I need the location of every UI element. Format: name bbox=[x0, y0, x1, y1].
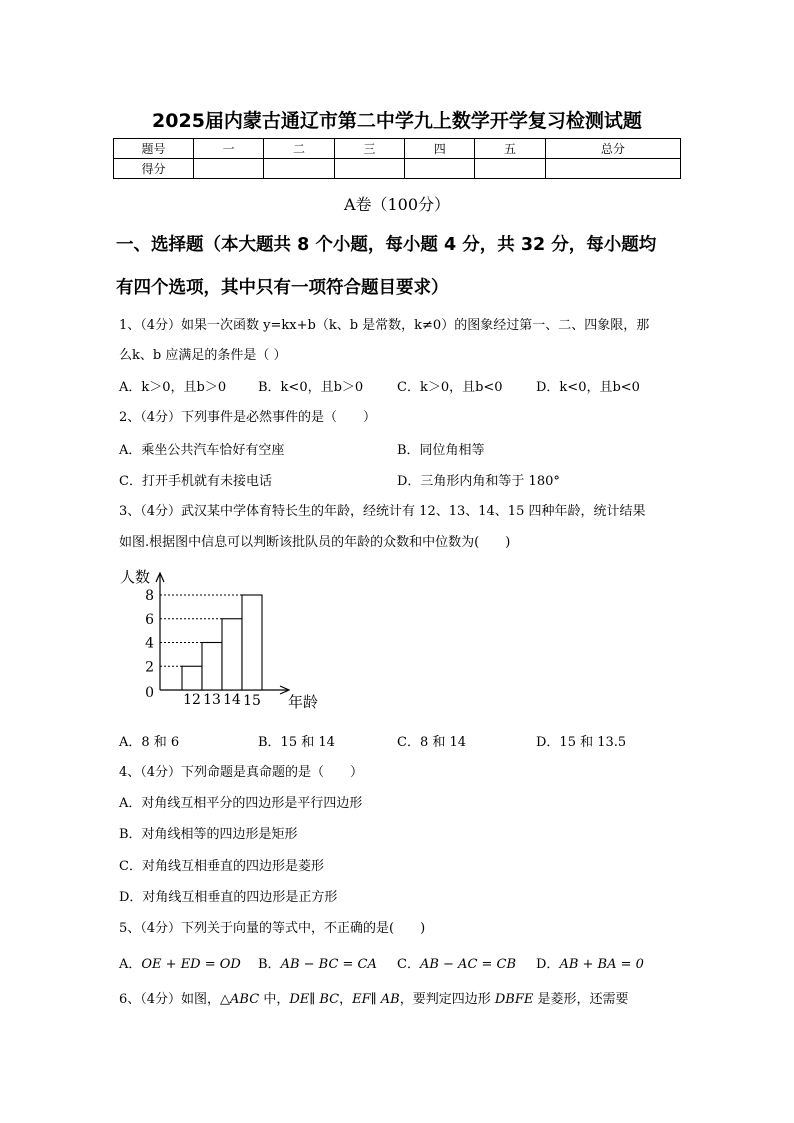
q6-text: ， bbox=[339, 992, 353, 1007]
chart-x-tick-label: 15 bbox=[243, 693, 261, 709]
q6-ef-parallel: EF∥ AB bbox=[352, 992, 400, 1007]
question-2-option-d: D．三角形内角和等于 180° bbox=[397, 474, 560, 489]
age-bar-chart bbox=[112, 562, 327, 714]
chart-y-tick-label: 2 bbox=[145, 659, 154, 676]
q6-suffix: 是菱形，还需要 bbox=[533, 992, 629, 1007]
chart-bar bbox=[202, 643, 222, 691]
chart-y-tick-label: 0 bbox=[145, 685, 154, 701]
question-4-option-a: A．对角线互相平分的四边形是平行四边形 bbox=[119, 796, 363, 811]
q6-triangle: △ABC bbox=[220, 992, 260, 1007]
score-header-cell: 题号 bbox=[114, 139, 194, 159]
score-header-cell: 三 bbox=[334, 139, 404, 159]
question-5-option-c bbox=[397, 953, 516, 972]
option-letter: C． bbox=[397, 957, 420, 972]
q6-text: 中， bbox=[259, 992, 290, 1007]
question-1-option-b: B．k<0，且b＞0 bbox=[258, 380, 364, 395]
question-6-line1 bbox=[119, 988, 629, 1007]
question-2-option-b: B．同位角相等 bbox=[397, 443, 485, 458]
question-1-line1: 1、（4分）如果一次函数 y=kx+b（k、b 是常数，k≠0）的图象经过第一、二、四象限，那 bbox=[119, 318, 650, 333]
vector-expression: OE + ED = OD bbox=[141, 957, 241, 972]
q6-text: ，要判定四边形 bbox=[399, 992, 495, 1007]
question-1-option-a: A．k＞0，且b＞0 bbox=[119, 380, 227, 395]
question-2-line1: 2、（4分）下列事件是必然事件的是（ ） bbox=[119, 410, 377, 425]
page-title: 2025届内蒙古通辽市第二中学九上数学开学复习检测试题 bbox=[152, 110, 642, 132]
chart-x-axis-label: 年龄 bbox=[288, 693, 319, 711]
score-header-cell: 一 bbox=[194, 139, 264, 159]
question-5-option-d bbox=[536, 953, 644, 972]
score-cell bbox=[475, 159, 545, 179]
vector-expression: AB − AC = CB bbox=[419, 957, 517, 972]
question-2-option-a: A．乘坐公共汽车恰好有空座 bbox=[119, 443, 285, 458]
chart-x-tick-label: 12 bbox=[183, 692, 201, 708]
paper-part-heading: A卷（100分） bbox=[343, 195, 451, 214]
question-4-option-b: B．对角线相等的四边形是矩形 bbox=[119, 827, 298, 842]
score-cell bbox=[264, 159, 334, 179]
score-row-label: 得分 bbox=[114, 159, 194, 179]
score-cell bbox=[194, 159, 264, 179]
q6-de-parallel: DE∥ BC bbox=[289, 992, 340, 1007]
score-header-cell: 四 bbox=[405, 139, 475, 159]
chart-bar bbox=[222, 619, 242, 690]
question-3-option-b: B．15 和 14 bbox=[258, 735, 335, 750]
question-1-option-d: D．k<0，且b<0 bbox=[536, 380, 640, 395]
question-5-option-b bbox=[258, 953, 377, 972]
question-4-line1: 4、（4分）下列命题是真命题的是（ ） bbox=[119, 765, 364, 780]
score-header-cell: 五 bbox=[475, 139, 545, 159]
question-3-line1: 3、（4分）武汉某中学体育特长生的年龄，经统计有 12、13、14、15 四种年龄，统计结果 bbox=[119, 504, 646, 519]
question-3-option-d: D．15 和 13.5 bbox=[536, 735, 627, 750]
section-heading-line1: 一、选择题（本大题共 8 个小题，每小题 4 分，共 32 分，每小题均 bbox=[116, 235, 657, 255]
chart-bar bbox=[182, 666, 202, 690]
question-3-option-c: C．8 和 14 bbox=[397, 735, 467, 750]
score-cell bbox=[405, 159, 475, 179]
option-letter: D． bbox=[536, 957, 560, 972]
question-1-line2: 么k、b 应满足的条件是（ ） bbox=[119, 348, 287, 363]
score-cell bbox=[545, 159, 680, 179]
chart-bar bbox=[242, 595, 262, 690]
option-letter: B． bbox=[258, 957, 281, 972]
question-5-option-a bbox=[119, 953, 241, 972]
vector-expression: AB − BC = CA bbox=[280, 957, 377, 972]
score-cell bbox=[334, 159, 404, 179]
score-header-cell: 总分 bbox=[545, 139, 680, 159]
chart-x-tick-label: 14 bbox=[223, 692, 241, 708]
score-table bbox=[113, 138, 681, 179]
chart-x-tick-label: 13 bbox=[203, 692, 221, 708]
score-table-header-row bbox=[114, 139, 681, 159]
q6-quadrilateral: DBFE bbox=[494, 992, 534, 1007]
chart-y-axis-label: 人数 bbox=[120, 568, 151, 586]
score-table-score-row bbox=[114, 159, 681, 179]
question-2-option-c: C．打开手机就有未接电话 bbox=[119, 474, 272, 489]
q6-prefix: 6、（4分）如图， bbox=[119, 992, 221, 1007]
section-heading-line2: 有四个选项，其中只有一项符合题目要求） bbox=[116, 278, 449, 298]
chart-y-tick-label: 4 bbox=[145, 635, 154, 652]
question-3-option-a: A．8 和 6 bbox=[119, 735, 180, 750]
chart-y-tick-label: 8 bbox=[145, 588, 154, 604]
question-4-option-c: C．对角线互相垂直的四边形是菱形 bbox=[119, 859, 324, 874]
question-1-option-c: C．k＞0，且b<0 bbox=[397, 380, 503, 395]
option-letter: A． bbox=[119, 957, 142, 972]
question-4-option-d: D．对角线互相垂直的四边形是正方形 bbox=[119, 890, 338, 905]
chart-y-tick-label: 6 bbox=[145, 611, 154, 628]
question-3-line2: 如图.根据图中信息可以判断该批队员的年龄的众数和中位数为( ) bbox=[119, 535, 511, 550]
question-5-line1: 5、（4分）下列关于向量的等式中，不正确的是( ) bbox=[119, 921, 426, 936]
vector-expression: AB + BA = 0 bbox=[559, 957, 644, 972]
score-header-cell: 二 bbox=[264, 139, 334, 159]
